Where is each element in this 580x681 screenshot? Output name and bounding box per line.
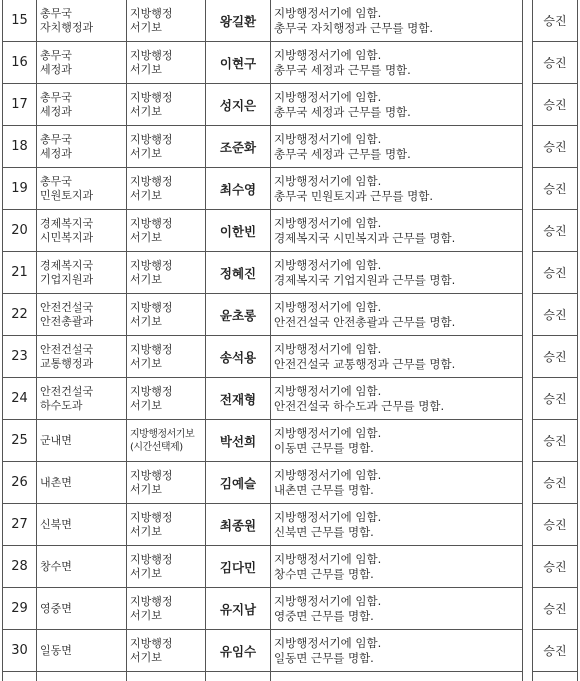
spacer-cell — [523, 336, 533, 378]
row-number: 19 — [3, 168, 37, 210]
spacer-cell — [523, 210, 533, 252]
partial-cell — [533, 672, 578, 681]
partial-cell — [3, 672, 37, 681]
row-number: 23 — [3, 336, 37, 378]
note-cell: 승진 — [533, 336, 578, 378]
position-cell: 지방행정 서기보 — [127, 546, 206, 588]
position-cell: 지방행정 서기보 — [127, 42, 206, 84]
name-cell: 이현구 — [206, 42, 271, 84]
name-cell: 최종원 — [206, 504, 271, 546]
table-row-partial — [3, 672, 578, 681]
appointment-detail-cell: 지방행정서기에 임함. 창수면 근무를 명함. — [271, 546, 523, 588]
spacer-cell — [523, 630, 533, 672]
appointment-detail-cell: 지방행정서기에 임함. 일동면 근무를 명함. — [271, 630, 523, 672]
spacer-cell — [523, 378, 533, 420]
row-number: 16 — [3, 42, 37, 84]
position-cell: 지방행정 서기보 — [127, 252, 206, 294]
spacer-cell — [523, 84, 533, 126]
appointment-detail-cell: 지방행정서기에 임함. 총무국 세정과 근무를 명함. — [271, 84, 523, 126]
spacer-cell — [523, 462, 533, 504]
note-cell: 승진 — [533, 294, 578, 336]
name-cell: 정혜진 — [206, 252, 271, 294]
partial-cell — [523, 672, 533, 681]
note-cell: 승진 — [533, 210, 578, 252]
note-cell: 승진 — [533, 126, 578, 168]
position-cell: 지방행정서기보 (시간선택제) — [127, 420, 206, 462]
department-cell: 총무국 세정과 — [37, 84, 127, 126]
name-cell: 윤초롱 — [206, 294, 271, 336]
table-row — [3, 0, 578, 42]
name-cell: 김다민 — [206, 546, 271, 588]
position-cell: 지방행정 서기보 — [127, 168, 206, 210]
note-cell: 승진 — [533, 546, 578, 588]
row-number: 30 — [3, 630, 37, 672]
name-cell: 전재형 — [206, 378, 271, 420]
appointment-detail-cell: 지방행정서기에 임함. 경제복지국 기업지원과 근무를 명함. — [271, 252, 523, 294]
row-number: 17 — [3, 84, 37, 126]
partial-cell — [37, 672, 127, 681]
appointment-detail-cell: 지방행정서기에 임함. 안전건설국 하수도과 근무를 명함. — [271, 378, 523, 420]
spacer-cell — [523, 252, 533, 294]
department-cell: 창수면 — [37, 546, 127, 588]
spacer-cell — [523, 42, 533, 84]
table-row — [3, 378, 578, 420]
table-row — [3, 210, 578, 252]
note-cell: 승진 — [533, 630, 578, 672]
row-number: 22 — [3, 294, 37, 336]
note-cell: 승진 — [533, 588, 578, 630]
table-row — [3, 504, 578, 546]
department-cell: 총무국 세정과 — [37, 126, 127, 168]
row-number: 29 — [3, 588, 37, 630]
appointment-detail-cell: 지방행정서기에 임함. 총무국 세정과 근무를 명함. — [271, 42, 523, 84]
note-cell: 승진 — [533, 252, 578, 294]
department-cell: 안전건설국 안전총괄과 — [37, 294, 127, 336]
position-cell: 지방행정 서기보 — [127, 378, 206, 420]
department-cell: 안전건설국 하수도과 — [37, 378, 127, 420]
note-cell: 승진 — [533, 420, 578, 462]
spacer-cell — [523, 168, 533, 210]
appointment-detail-cell: 지방행정서기에 임함. 안전건설국 교통행정과 근무를 명함. — [271, 336, 523, 378]
appointment-detail-cell: 지방행정서기에 임함. 안전건설국 안전총괄과 근무를 명함. — [271, 294, 523, 336]
name-cell: 박선희 — [206, 420, 271, 462]
appointment-detail-cell: 지방행정서기에 임함. 총무국 자치행정과 근무를 명함. — [271, 0, 523, 42]
note-cell: 승진 — [533, 168, 578, 210]
table-row — [3, 126, 578, 168]
position-cell: 지방행정 서기보 — [127, 84, 206, 126]
department-cell: 영중면 — [37, 588, 127, 630]
appointment-table-body — [3, 0, 578, 681]
appointment-detail-cell: 지방행정서기에 임함. 신북면 근무를 명함. — [271, 504, 523, 546]
table-row — [3, 336, 578, 378]
row-number: 20 — [3, 210, 37, 252]
row-number: 27 — [3, 504, 37, 546]
name-cell: 유임수 — [206, 630, 271, 672]
row-number: 25 — [3, 420, 37, 462]
department-cell: 총무국 세정과 — [37, 42, 127, 84]
appointment-table — [2, 0, 578, 681]
name-cell: 유지남 — [206, 588, 271, 630]
appointment-detail-cell: 지방행정서기에 임함. 내촌면 근무를 명함. — [271, 462, 523, 504]
department-cell: 경제복지국 시민복지과 — [37, 210, 127, 252]
department-cell: 안전건설국 교통행정과 — [37, 336, 127, 378]
appointment-detail-cell: 지방행정서기에 임함. 영중면 근무를 명함. — [271, 588, 523, 630]
note-cell: 승진 — [533, 42, 578, 84]
name-cell: 김예슬 — [206, 462, 271, 504]
table-row — [3, 630, 578, 672]
partial-cell — [206, 672, 271, 681]
row-number: 21 — [3, 252, 37, 294]
position-cell: 지방행정 서기보 — [127, 0, 206, 42]
partial-cell — [127, 672, 206, 681]
spacer-cell — [523, 504, 533, 546]
position-cell: 지방행정 서기보 — [127, 294, 206, 336]
name-cell: 송석용 — [206, 336, 271, 378]
department-cell: 일동면 — [37, 630, 127, 672]
position-cell: 지방행정 서기보 — [127, 630, 206, 672]
name-cell: 최수영 — [206, 168, 271, 210]
table-row — [3, 588, 578, 630]
department-cell: 군내면 — [37, 420, 127, 462]
spacer-cell — [523, 126, 533, 168]
appointment-detail-cell: 지방행정서기에 임함. 이동면 근무를 명함. — [271, 420, 523, 462]
table-row — [3, 462, 578, 504]
name-cell: 성지은 — [206, 84, 271, 126]
appointment-detail-cell: 지방행정서기에 임함. 총무국 민원토지과 근무를 명함. — [271, 168, 523, 210]
row-number: 26 — [3, 462, 37, 504]
name-cell: 이한빈 — [206, 210, 271, 252]
spacer-cell — [523, 420, 533, 462]
table-row — [3, 420, 578, 462]
name-cell: 조준화 — [206, 126, 271, 168]
note-cell: 승진 — [533, 378, 578, 420]
table-row — [3, 168, 578, 210]
table-row — [3, 294, 578, 336]
table-row — [3, 84, 578, 126]
position-cell: 지방행정 서기보 — [127, 336, 206, 378]
table-row — [3, 546, 578, 588]
spacer-cell — [523, 0, 533, 42]
note-cell: 승진 — [533, 504, 578, 546]
spacer-cell — [523, 588, 533, 630]
department-cell: 내촌면 — [37, 462, 127, 504]
position-cell: 지방행정 서기보 — [127, 210, 206, 252]
row-number: 28 — [3, 546, 37, 588]
position-cell: 지방행정 서기보 — [127, 588, 206, 630]
department-cell: 총무국 민원토지과 — [37, 168, 127, 210]
row-number: 15 — [3, 0, 37, 42]
appointment-detail-cell: 지방행정서기에 임함. 경제복지국 시민복지과 근무를 명함. — [271, 210, 523, 252]
note-cell: 승진 — [533, 0, 578, 42]
table-row — [3, 252, 578, 294]
department-cell: 신북면 — [37, 504, 127, 546]
row-number: 18 — [3, 126, 37, 168]
partial-cell — [271, 672, 523, 681]
row-number: 24 — [3, 378, 37, 420]
spacer-cell — [523, 294, 533, 336]
name-cell: 왕길환 — [206, 0, 271, 42]
position-cell: 지방행정 서기보 — [127, 462, 206, 504]
table-row — [3, 42, 578, 84]
position-cell: 지방행정 서기보 — [127, 504, 206, 546]
position-cell: 지방행정 서기보 — [127, 126, 206, 168]
spacer-cell — [523, 546, 533, 588]
appointment-detail-cell: 지방행정서기에 임함. 총무국 세정과 근무를 명함. — [271, 126, 523, 168]
note-cell: 승진 — [533, 462, 578, 504]
department-cell: 총무국 자치행정과 — [37, 0, 127, 42]
department-cell: 경제복지국 기업지원과 — [37, 252, 127, 294]
note-cell: 승진 — [533, 84, 578, 126]
